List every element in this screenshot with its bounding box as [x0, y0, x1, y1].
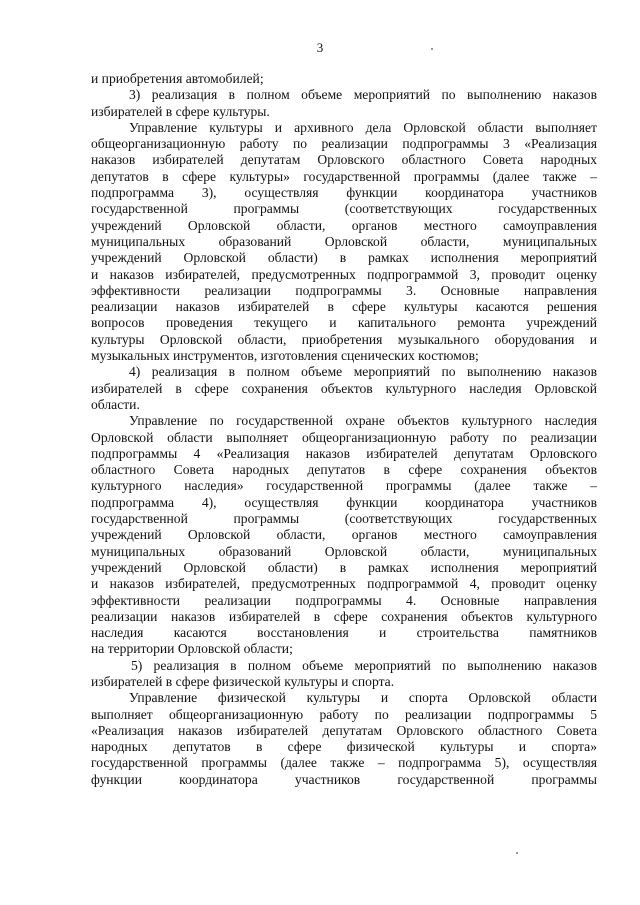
text-line: учреждений Орловской области, органов местного самоуправления: [91, 217, 597, 233]
body-text: [91, 71, 597, 788]
text-line: Управление по государственной охране объектов культурного наследия: [129, 413, 597, 429]
text-line: «Реализация наказов избирателей депутатам Орловского областного Совета: [91, 722, 597, 738]
scan-speck: [431, 48, 433, 50]
text-line: и наказов избирателей, предусмотренных подпрограммой 4, проводит оценку: [91, 576, 597, 592]
text-line: избирателей в сфере сохранения объектов культурного наследия Орловской: [91, 380, 597, 396]
text-line: народных депутатов в сфере физической культуры и спорта»: [91, 739, 597, 755]
text-line: вопросов проведения текущего и капитального ремонта учреждений: [91, 315, 597, 331]
text-line: избирателей в сфере физической культуры и спорта.: [91, 673, 395, 689]
text-line: 4) реализация в полном объеме мероприятий по выполнению наказов: [129, 364, 597, 380]
text-line: музыкальных инструментов, изготовления сценических костюмов;: [91, 348, 479, 364]
text-line: эффективности реализации подпрограммы 3. Основные направления: [91, 282, 597, 298]
text-line: муниципальных образований Орловской области, муниципальных: [91, 233, 597, 249]
text-line: выполняет общеорганизационную работу по реализации подпрограммы 5: [91, 706, 597, 722]
text-line: культурного наследия» государственной программы (далее также –: [91, 478, 597, 494]
text-line: и приобретения автомобилей;: [91, 71, 264, 86]
text-line: муниципальных образований Орловской области, муниципальных: [91, 543, 597, 559]
text-line: общеорганизационную работу по реализации подпрограммы 3 «Реализация: [91, 136, 597, 152]
text-line: учреждений Орловской области, органов местного самоуправления: [91, 527, 597, 543]
text-line: государственной программы (соответствующих государственных: [91, 511, 597, 527]
text-line: и наказов избирателей, предусмотренных подпрограммой 3, проводит оценку: [91, 266, 597, 282]
text-line: реализации наказов избирателей в сфере культуры касаются решения: [91, 299, 597, 315]
text-line: областного Совета народных депутатов в сфере сохранения объектов: [91, 462, 597, 478]
text-line: наследия касаются восстановления и строительства памятников: [91, 625, 597, 641]
text-line: Управление физической культуры и спорта Орловской области: [129, 690, 597, 706]
text-line: подпрограммы 4 «Реализация наказов избирателей депутатам Орловского: [91, 445, 597, 461]
text-line: государственной программы (соответствующих государственных: [91, 201, 597, 217]
text-line: учреждений Орловской области) в рамках исполнения мероприятий: [91, 559, 597, 575]
text-line: Орловской области выполняет общеорганизационную работу по реализации: [91, 429, 597, 445]
text-line: государственной программы (далее также – подпрограмма 5), осуществляя: [91, 755, 597, 771]
text-line: наказов избирателей депутатам Орловского областного Совета народных: [91, 152, 597, 168]
text-line: функции координатора участников государственной программы: [91, 771, 597, 787]
scan-speck: [516, 852, 518, 854]
text-line: на территории Орловской области;: [91, 641, 293, 657]
text-line: 3) реализация в полном объеме мероприятий по выполнению наказов: [129, 87, 597, 103]
text-line: избирателей в сфере культуры.: [91, 103, 270, 119]
text-line: подпрограмма 3), осуществляя функции координатора участников: [91, 185, 597, 201]
text-line: Управление культуры и архивного дела Орловской области выполняет: [129, 119, 597, 135]
text-line: депутатов в сфере культуры» государственной программы (далее также –: [91, 168, 597, 184]
text-line: учреждений Орловской области) в рамках исполнения мероприятий: [91, 250, 597, 266]
text-line: реализации наказов избирателей в сфере сохранения объектов культурного: [91, 608, 597, 624]
text-line: эффективности реализации подпрограммы 4. Основные направления: [91, 592, 597, 608]
text-line: 5) реализация в полном объеме мероприятий по выполнению наказов: [131, 657, 597, 673]
text-line: области.: [91, 396, 140, 412]
text-line: подпрограмма 4), осуществляя функции координатора участников: [91, 494, 597, 510]
page-number: 3: [316, 40, 324, 55]
text-line: культуры Орловской области, приобретения музыкального оборудования и: [91, 331, 597, 347]
